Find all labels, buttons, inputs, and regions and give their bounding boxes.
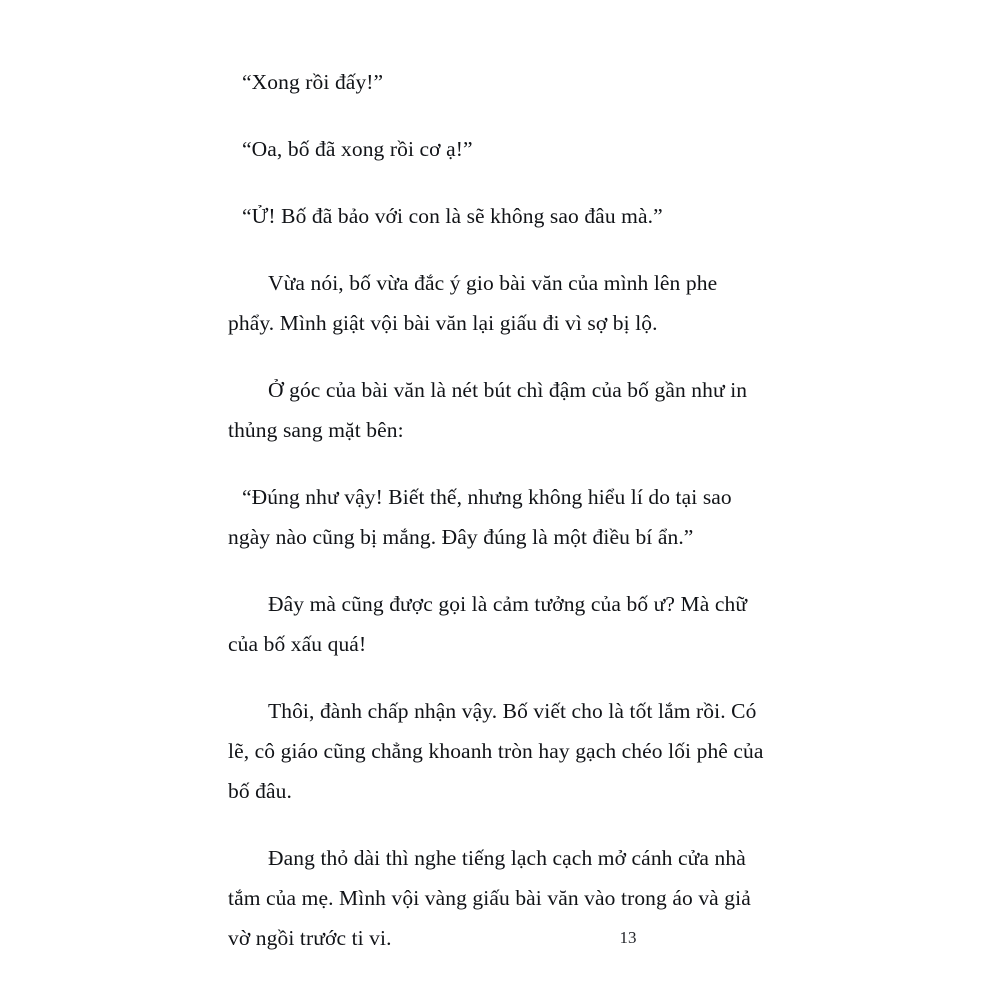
paragraph: “Oa, bố đã xong rồi cơ ạ!” [242, 137, 473, 161]
paragraph: Đây mà cũng được gọi là cảm tưởng của bố ư? Mà chữ của bố xấu quá! [228, 592, 748, 656]
page-number: 13 [619, 928, 637, 947]
paragraph: Đang thỏ dài thì nghe tiếng lạch cạch mở cánh cửa nhà tắm của mẹ. Mình vội vàng giấu bài văn vào trong áo và giả vờ ngồi trước ti vi. [228, 846, 751, 950]
body-text-column [228, 62, 768, 958]
paragraph: Vừa nói, bố vừa đắc ý gio bài văn của mình lên phe phẩy. Mình giật vội bài văn lại giấu đi vì sợ bị lộ. [228, 271, 718, 335]
paragraph: “Xong rồi đấy!” [242, 70, 384, 94]
paragraph: “Đúng như vậy! Biết thế, nhưng không hiểu lí do tại sao ngày nào cũng bị mắng. Đây đúng là một điều bí ẩn.” [228, 485, 732, 549]
paragraph: “Ử! Bố đã bảo với con là sẽ không sao đâu mà.” [242, 204, 663, 228]
paragraph: Ở góc của bài văn là nét bút chì đậm của bố gần như in thủng sang mặt bên: [228, 378, 748, 442]
paragraph: Thôi, đành chấp nhận vậy. Bố viết cho là tốt lắm rồi. Có lẽ, cô giáo cũng chẳng khoanh tròn hay gạch chéo lối phê của bố đâu. [228, 699, 764, 803]
